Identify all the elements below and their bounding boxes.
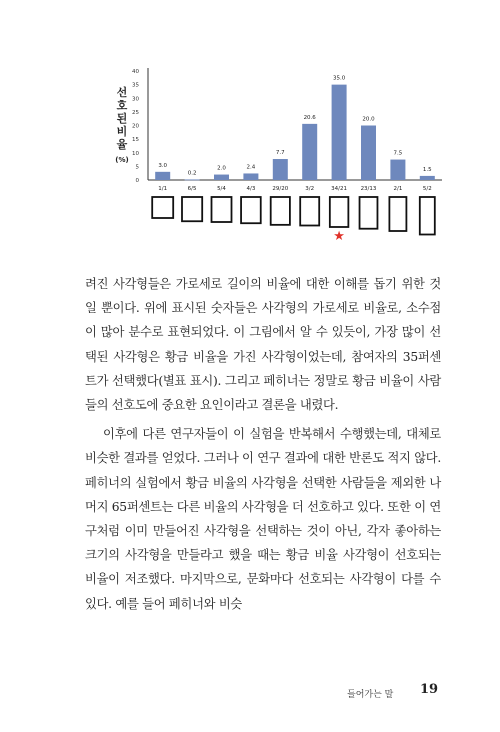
y-axis-label-char: 호 (116, 99, 128, 112)
ratio-rectangle (389, 197, 406, 231)
value-label: 35.0 (332, 75, 346, 82)
paragraph: 이후에 다른 연구자들이 이 실험을 반복해서 수행했는데, 대체로 비슷한 결과를 얻었다. 그러나 이 연구 결과에 대한 반론도 적지 않다. 페히너의 실험에서 황금 비율의 사각형을 선택한 사람들을 제외한 나머지 65퍼센트는 다른 비율의 사각형을 더 선호하고 있다. 또한 이 연구처럼 이미 만들어진 사각형을 선택하는 것이 아닌, 각자 좋아하는 크기의 사각형을 만들라고 했을 때는 황금 비율 사각형이 선호되는 비율이 저조했다. 마지막으로, 문화마다 선호되는 사각형이 다를 수 있다. 예를 들어 페히너와 비슷 (85, 427, 441, 611)
ratio-rectangle (241, 197, 261, 223)
y-tick-label: 10 (132, 150, 139, 157)
highlight-star-icon: ★ (333, 229, 345, 244)
bars (155, 85, 435, 181)
value-label: 3.0 (158, 162, 168, 169)
y-tick-label: 5 (135, 164, 139, 171)
y-axis-label-char: 비 (116, 125, 128, 138)
ratio-rectangle (152, 197, 173, 218)
x-tick-label: 3/2 (305, 186, 315, 192)
bar (155, 172, 170, 180)
bar-chart (0, 0, 500, 250)
x-tick-label: 1/1 (158, 186, 168, 192)
bar (332, 85, 347, 180)
ratio-rectangle (212, 197, 232, 222)
y-axis-label-char: 율 (116, 138, 128, 151)
value-label: 20.0 (362, 116, 375, 123)
y-tick-label: 15 (132, 137, 139, 144)
value-label: 0.2 (187, 170, 197, 177)
x-tick-label: 2/1 (393, 186, 403, 192)
x-tick-label: 23/13 (360, 186, 377, 192)
value-label: 20.6 (303, 114, 316, 121)
y-axis-unit: (%) (115, 156, 129, 164)
ratio-rectangle (271, 197, 290, 225)
ratio-rectangle (330, 197, 349, 227)
bar (420, 176, 435, 180)
y-tick-label: 25 (132, 109, 139, 116)
y-axis-label-char: 된 (116, 112, 128, 125)
bar (185, 179, 200, 180)
x-axis-labels (158, 186, 431, 192)
bar (273, 159, 288, 180)
x-tick-label: 29/20 (272, 186, 289, 192)
y-tick-label: 35 (132, 82, 139, 89)
body-text (85, 272, 441, 621)
y-tick-label: 20 (132, 123, 139, 130)
paragraph: 려진 사각형들은 가로세로 길이의 비율에 대한 이해를 돕기 위한 것일 뿐이다. 위에 표시된 숫자들은 사각형의 가로세로 비율로, 소수점이 많아 분수로 표현되었다. 이 그림에서 알 수 있듯이, 가장 많이 선택된 사각형은 황금 비율을 가진 사각형이었는데, 참여자의 35퍼센트가 선택했다(별표 표시). 그리고 페히너는 정말로 황금 비율이 사람들의 선호도에 중요한 요인이라고 결론을 내렸다. (85, 277, 441, 413)
y-tick-label: 40 (132, 69, 139, 75)
bar (390, 160, 405, 180)
value-label: 7.7 (275, 150, 285, 157)
running-footer-title: 들어가는 말 (347, 690, 394, 700)
ratio-rectangle (360, 197, 378, 229)
y-axis-label-char: 선 (116, 86, 128, 99)
y-tick-label: 30 (132, 96, 139, 103)
x-tick-label: 5/4 (217, 186, 226, 192)
value-label: 2.0 (217, 165, 226, 172)
x-tick-label: 4/3 (246, 186, 256, 192)
bar (302, 124, 317, 180)
x-tick-label: 5/2 (422, 186, 432, 192)
bar (243, 173, 258, 180)
value-label: 7.5 (393, 150, 403, 157)
bar (361, 126, 376, 181)
ratio-rectangle (182, 197, 202, 221)
page-number: 19 (420, 682, 439, 697)
y-axis-label (111, 86, 133, 167)
value-label: 1.5 (422, 166, 432, 173)
value-label: 2.4 (246, 164, 256, 171)
y-tick-label: 0 (135, 178, 139, 184)
bar (214, 175, 229, 180)
x-tick-label: 34/21 (331, 186, 348, 192)
ratio-rectangles (152, 197, 435, 235)
x-tick-label: 6/5 (187, 186, 197, 192)
ratio-rectangle (300, 197, 319, 226)
y-axis-ticks (132, 69, 140, 184)
ratio-rectangle (420, 197, 435, 235)
